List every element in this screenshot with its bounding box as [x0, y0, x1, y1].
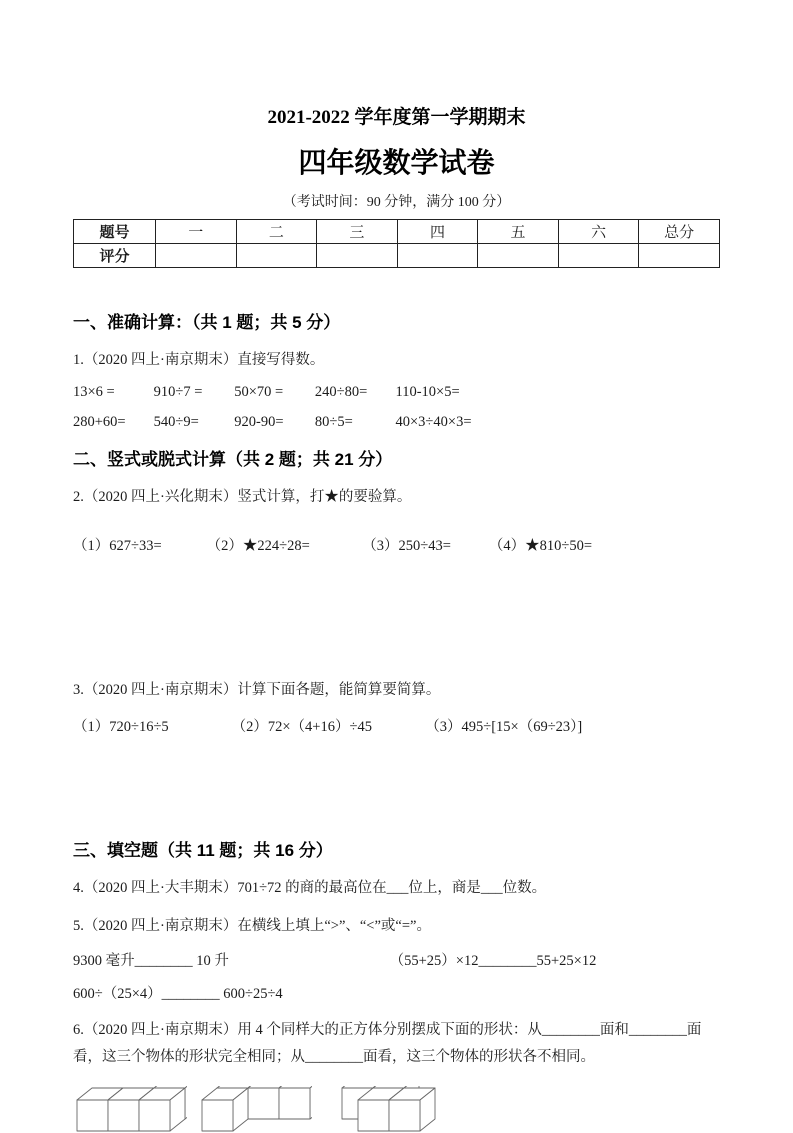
- question-1-stem: 1.（2020 四上·南京期末）直接写得数。: [73, 352, 325, 368]
- math-expression: 13×6 =: [73, 384, 115, 400]
- score-table-cell-col5: 五: [478, 220, 559, 244]
- section-1-calculation: [73, 308, 720, 431]
- question-5-stem: 5.（2020 四上·南京期末）在横线上填上“>”、“<”或“=”。: [73, 918, 431, 934]
- question-3-workspace: [73, 736, 720, 836]
- score-cell-empty: [478, 244, 559, 268]
- question-2-stem: 2.（2020 四上·兴化期末）竖式计算，打★的要验算。: [73, 489, 412, 505]
- score-table-cell-col2: 二: [236, 220, 317, 244]
- question-3-stem: 3.（2020 四上·南京期末）计算下面各题，能简算要简算。: [73, 682, 441, 698]
- math-expression: 910÷7 =: [153, 384, 203, 400]
- score-cell-empty: [397, 244, 478, 268]
- score-table-cell-col6: 六: [558, 220, 639, 244]
- score-cell-empty: [639, 244, 720, 268]
- score-table-cell-col1: 一: [156, 220, 237, 244]
- comparison-expression: （55+25）×12________55+25×12: [389, 953, 597, 969]
- math-expression: 50×70 =: [234, 384, 284, 400]
- math-expression: 110-10×5=: [395, 384, 460, 400]
- exam-header: [73, 102, 720, 211]
- score-cell-empty: [236, 244, 317, 268]
- score-cell-empty: [156, 244, 237, 268]
- section-2-heading: 二、竖式或脱式计算（共 2 题；共 21 分）: [73, 450, 393, 469]
- math-expression: 80÷5=: [314, 414, 353, 430]
- comparison-expression: 600÷（25×4）________ 600÷25÷4: [73, 986, 283, 1002]
- question-5-line-1: [73, 949, 720, 970]
- question-3-items: [73, 715, 720, 736]
- question-2-items: [73, 534, 720, 555]
- math-expression: （3）495÷[15×（69÷23）]: [425, 719, 583, 735]
- score-table-header-row: [74, 220, 720, 244]
- score-table-score-row: [74, 244, 720, 268]
- score-table-cell-col3: 三: [317, 220, 398, 244]
- question-2-workspace: [73, 555, 720, 663]
- cube-figures: [75, 1086, 720, 1133]
- exam-paper: [73, 0, 720, 1133]
- math-expression: 40×3÷40×3=: [395, 414, 472, 430]
- math-expression: （1）627÷33=: [73, 538, 162, 554]
- exam-term-title: 2021-2022 学年度第一学期期末: [267, 107, 526, 128]
- comparison-expression: 9300 毫升________ 10 升: [73, 953, 229, 969]
- math-expression: （4）★810÷50=: [488, 538, 593, 554]
- section-2-column-calculation: [73, 445, 720, 836]
- math-expression: （2）★224÷28=: [206, 538, 310, 554]
- math-expression: 280+60=: [73, 414, 126, 430]
- score-cell-empty: [558, 244, 639, 268]
- score-table-cell-total: 总分: [639, 220, 720, 244]
- section-1-heading: 一、准确计算：（共 1 题；共 5 分）: [73, 313, 341, 332]
- math-expression: （3）250÷43=: [362, 538, 451, 554]
- math-expression: 540÷9=: [153, 414, 199, 430]
- question-5-line-2: [73, 982, 720, 1003]
- question-1-row-1: [73, 384, 720, 401]
- score-cell-empty: [317, 244, 398, 268]
- math-expression: （2）72×（4+16）÷45: [231, 719, 372, 735]
- math-expression: （1）720÷16÷5: [73, 719, 169, 735]
- score-row-label: 评分: [74, 244, 156, 268]
- question-6-text: 6.（2020 四上·南京期末）用 4 个同样大的正方体分别摆成下面的形状：从________面和________面看，这三个物体的形状完全相同；从________面看，这三个物体的形状各不相同。: [73, 1022, 702, 1065]
- score-table-cell-col4: 四: [397, 220, 478, 244]
- question-4-text: 4.（2020 四上·大丰期末）701÷72 的商的最高位在___位上，商是___位数。: [73, 880, 547, 896]
- exam-info: （考试时间：90 分钟，满分 100 分）: [282, 195, 511, 210]
- cube-figure-2: [200, 1086, 312, 1133]
- math-expression: 920-90=: [234, 414, 284, 430]
- section-3-heading: 三、填空题（共 11 题；共 16 分）: [73, 841, 333, 860]
- exam-paper-title: 四年级数学试卷: [298, 147, 495, 178]
- section-3-fill-in-blank: [73, 836, 720, 1133]
- score-table: [73, 219, 720, 268]
- cube-figure-3: [325, 1086, 437, 1133]
- question-1-row-2: [73, 414, 720, 431]
- score-table-cell-question-number: 题号: [74, 220, 156, 244]
- cube-figure-1: [75, 1086, 187, 1133]
- math-expression: 240÷80=: [314, 384, 368, 400]
